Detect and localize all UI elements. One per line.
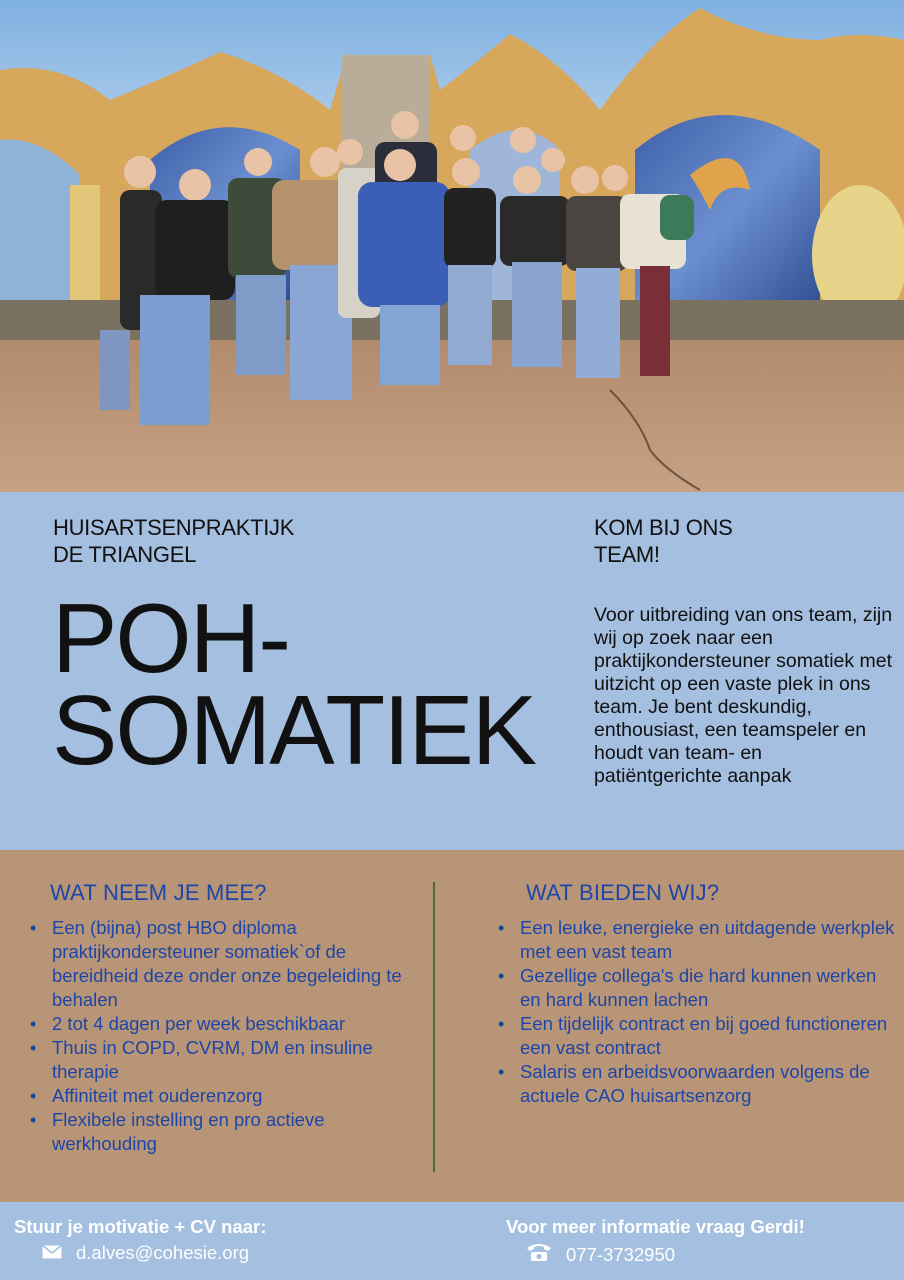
list-item: • Gezellige collega's die hard kunnen werken en hard kunnen lachen [498,964,898,1012]
apply-text: Stuur je motivatie + CV naar: [14,1216,267,1237]
info-section [0,492,904,850]
list-item: • Flexibele instelling en pro actieve werkhouding [30,1108,410,1156]
column-divider [433,882,435,1172]
phone-number[interactable]: 077-3732950 [566,1243,676,1265]
list-item: • Salaris en arbeidsvoorwaarden volgens de actuele CAO huisartsenzorg [498,1060,898,1108]
email-link[interactable]: d.alves@cohesie.org [76,1242,250,1263]
practice-name-line1: HUISARTSENPRAKTIJK [53,515,295,540]
list-item: • Een (bijna) post HBO diploma praktijkondersteuner somatiek`of de bereidheid deze onder onze begeleiding te behalen [30,916,410,1012]
phone-icon [526,1242,552,1267]
job-title-line1: POH- [52,583,289,693]
job-title [52,583,536,785]
phone-contact[interactable] [526,1242,675,1267]
email-contact[interactable] [42,1242,249,1264]
list-item: • 2 tot 4 dagen per week beschikbaar [30,1012,410,1036]
team-photo [0,0,904,492]
list-item: • Een tijdelijk contract en bij goed functioneren een vast contract [498,1012,898,1060]
details-section [0,850,904,1202]
group-photo-illustration [0,0,904,492]
offer-list [498,916,898,1108]
list-item: • Affiniteit met ouderenzorg [30,1084,410,1108]
requirements-list [30,916,410,1156]
list-item: • Een leuke, energieke en uitdagende werkplek met een vast team [498,916,898,964]
practice-name [53,514,294,568]
requirements-title: WAT NEEM JE MEE? [50,880,267,905]
offer-title: WAT BIEDEN WIJ? [526,880,720,905]
job-title-line2: SOMATIEK [52,675,536,785]
list-item: • Thuis in COPD, CVRM, DM en insuline therapie [30,1036,410,1084]
intro-text: Voor uitbreiding van ons team, zijn wij op zoek naar een praktijkondersteuner somatiek met uitzicht op een vaste plek in ons team. Je bent deskundig, enthousiast, een teamspeler en houdt van team- en patiëntgerichte aanpak [594,604,893,787]
info-text: Voor meer informatie vraag Gerdi! [506,1216,805,1237]
envelope-icon [42,1242,62,1264]
practice-name-line2: DE TRIANGEL [53,542,196,567]
join-heading-line1: KOM BIJ ONS [594,515,733,540]
join-heading [594,514,733,568]
footer [0,1202,904,1280]
join-heading-line2: TEAM! [594,542,660,567]
